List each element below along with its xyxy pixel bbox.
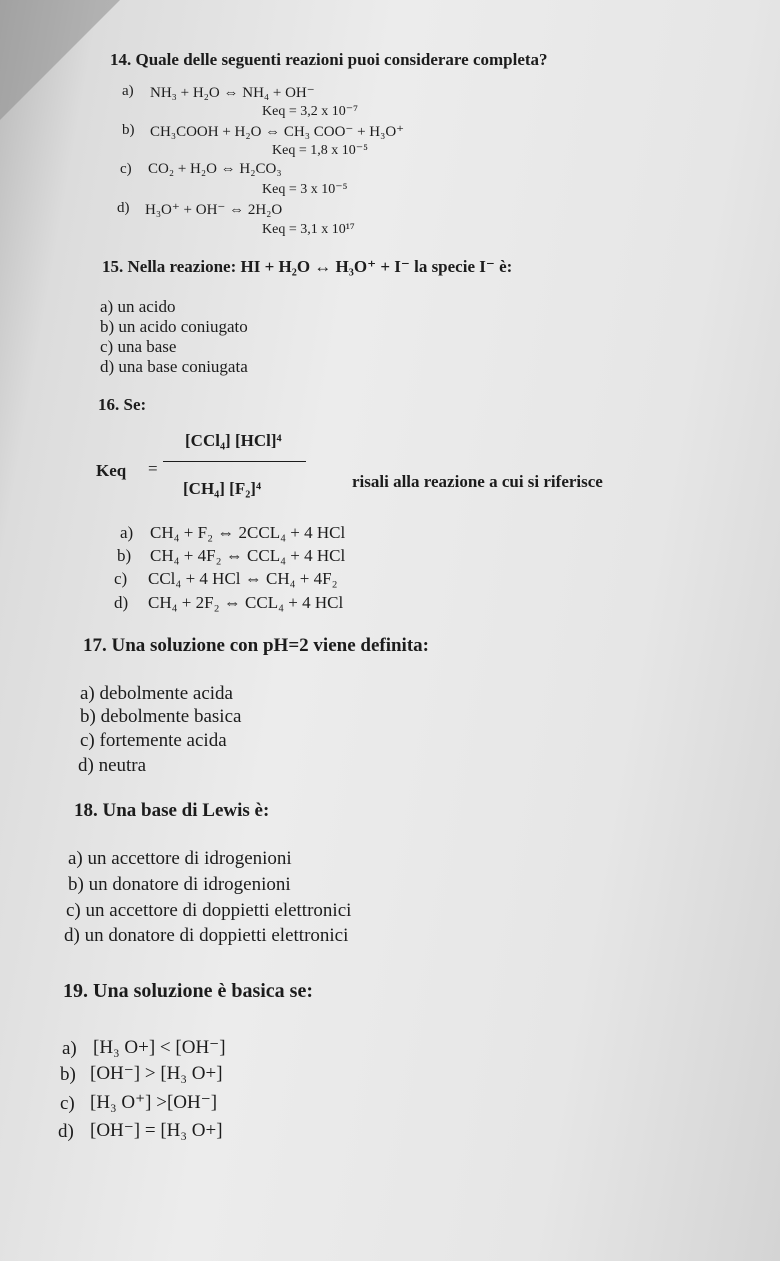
q16-option-a-reaction: CH₄ + F₂ ⇔ 2CCL₄ + 4 HCl [150,523,346,542]
q16-option-d-reaction: CH₄ + 2F₂ ⇔ CCL₄ + 4 HCl [148,593,344,612]
q14-option-b-letter: b) [122,122,135,138]
q14-option-a-letter: a) [122,83,134,99]
q17-title: 17. Una soluzione con pH=2 viene definita: [83,635,429,656]
q18-option-c: c) un accettore di doppietti elettronici [66,900,352,921]
q18-option-a: a) un accettore di idrogenioni [68,848,292,869]
q15-option-a: a) un acido [100,297,176,316]
q16-prompt: risali alla reazione a cui si riferisce [352,472,603,491]
q18-option-b: b) un donatore di idrogenioni [68,874,291,895]
q19-option-b-letter: b) [60,1064,76,1085]
q19-option-d-letter: d) [58,1121,74,1142]
q15-option-d: d) una base coniugata [100,357,248,376]
q15-title: 15. Nella reazione: HI + H₂O ↔ H₃O⁺ + I⁻ la specie I⁻ è: [102,257,513,276]
q19-option-c-letter: c) [60,1093,75,1114]
q19-option-c-expr: [H₃ O⁺] >[OH⁻] [90,1092,218,1113]
q14-title: 14. Quale delle seguenti reazioni puoi considerare completa? [110,50,548,69]
q16-equals: = [148,459,158,478]
q17-option-b: b) debolmente basica [80,706,242,727]
q19-option-b-expr: [OH⁻] > [H₃ O+] [90,1063,223,1084]
q16-option-c-letter: c) [114,569,128,588]
q19-option-d-expr: [OH⁻] = [H₃ O+] [90,1120,223,1141]
q16-option-b-letter: b) [117,546,132,565]
q16-option-c-reaction: CCl₄ + 4 HCl ⇔ CH₄ + 4F₂ [148,569,338,588]
q14-option-c-reaction: CO₂ + H₂O ⇔ H₂CO₃ [148,161,282,177]
q18-title: 18. Una base di Lewis è: [74,800,270,821]
q14-option-a-keq: Keq = 3,2 x 10⁻⁷ [262,104,358,119]
q15-option-b: b) un acido coniugato [100,317,248,336]
q19-option-a-expr: [H₃ O+] < [OH⁻] [93,1037,226,1058]
q16-denominator: [CH₄] [F₂]⁴ [183,479,262,498]
q19-option-a-letter: a) [62,1038,77,1059]
q14-option-d-letter: d) [117,200,130,216]
q14-option-c-letter: c) [120,161,132,177]
q15-option-c: c) una base [100,337,177,356]
q14-option-a-reaction: NH₃ + H₂O ⇔ NH₄ + OH⁻ [150,85,315,101]
q16-numerator: [CCl₄] [HCl]⁴ [185,431,282,450]
q16-option-d-letter: d) [114,593,129,612]
q16-option-a-letter: a) [120,523,134,542]
q16-keq-label: Keq [96,461,127,480]
q14-option-d-reaction: H₃O⁺ + OH⁻ ⇔ 2H₂O [145,202,283,218]
q14-option-c-keq: Keq = 3 x 10⁻⁵ [262,182,348,197]
q19-title: 19. Una soluzione è basica se: [63,980,313,1002]
page-shadow-corner [0,0,120,120]
q14-option-b-keq: Keq = 1,8 x 10⁻⁵ [272,143,368,158]
q16-title: 16. Se: [98,395,147,414]
q16-fraction-bar [163,461,306,462]
q17-option-d: d) neutra [78,755,147,776]
q14-option-b-reaction: CH₃COOH + H₂O ⇔ CH₃ COO⁻ + H₃O⁺ [150,124,405,140]
q14-option-d-keq: Keq = 3,1 x 10¹⁷ [262,222,355,237]
q17-option-c: c) fortemente acida [80,730,227,751]
q18-option-d: d) un donatore di doppietti elettronici [64,925,349,946]
q17-option-a: a) debolmente acida [80,683,233,704]
q16-option-b-reaction: CH₄ + 4F₂ ⇔ CCL₄ + 4 HCl [150,546,346,565]
